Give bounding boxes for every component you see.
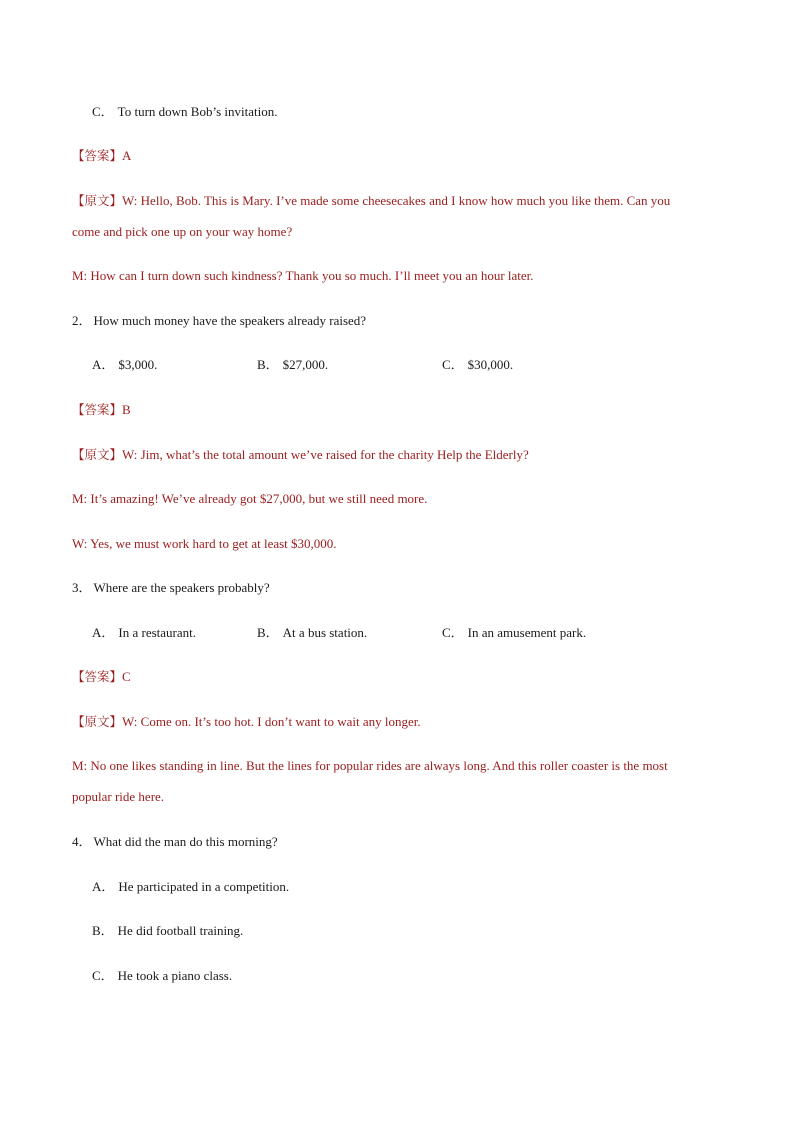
q1-transcript-line3: M: How can I turn down such kindness? Thank you so much. I’ll meet you an hour later. — [72, 268, 534, 283]
question-number: 2． — [72, 313, 92, 328]
option-text: He participated in a competition. — [118, 879, 290, 894]
answer-tag: 【答案】 — [72, 148, 123, 163]
option-letter: C． — [92, 968, 114, 983]
question-number: 4． — [72, 834, 92, 849]
q1-answer — [72, 147, 131, 165]
q2-question — [72, 312, 366, 330]
answer-value: A — [122, 148, 132, 163]
q2-transcript-line2: M: It’s amazing! We’ve already got $27,000, but we still need more. — [72, 491, 428, 506]
transcript-text: W: Come on. It’s too hot. I don’t want to wait any longer. — [122, 714, 421, 729]
option-letter: C． — [442, 625, 464, 640]
q2-option-b — [257, 356, 328, 374]
question-text: Where are the speakers probably? — [93, 580, 270, 595]
transcript-tag: 【原文】 — [72, 447, 123, 462]
q1-option-c — [92, 103, 277, 121]
answer-tag: 【答案】 — [72, 402, 123, 417]
q3-question — [72, 579, 270, 597]
option-letter: B． — [257, 625, 279, 640]
q1-transcript-line2: come and pick one up on your way home? — [72, 224, 293, 239]
q4-option-b — [92, 922, 243, 940]
q3-option-b — [257, 624, 367, 642]
transcript-tag: 【原文】 — [72, 193, 123, 208]
q4-question — [72, 833, 278, 851]
q2-option-c — [442, 356, 513, 374]
option-letter: B． — [92, 923, 114, 938]
option-text: $3,000. — [118, 357, 158, 372]
option-text: In an amusement park. — [467, 625, 587, 640]
option-text: To turn down Bob’s invitation. — [117, 104, 278, 119]
option-letter: C． — [92, 104, 114, 119]
answer-tag: 【答案】 — [72, 669, 123, 684]
q4-option-c — [92, 967, 232, 985]
q3-transcript-line2: M: No one likes standing in line. But the lines for popular rides are always long. And this roller coaster is the most — [72, 758, 668, 773]
q4-option-a — [92, 878, 289, 896]
q3-transcript-line1 — [72, 713, 421, 731]
q3-option-a — [92, 624, 196, 642]
q3-answer — [72, 668, 131, 686]
option-letter: A． — [92, 625, 115, 640]
option-text: He did football training. — [117, 923, 244, 938]
q2-transcript-line1 — [72, 446, 529, 464]
option-letter: A． — [92, 357, 115, 372]
option-text: $30,000. — [467, 357, 514, 372]
q3-option-c — [442, 624, 586, 642]
option-text: $27,000. — [282, 357, 329, 372]
option-text: He took a piano class. — [117, 968, 233, 983]
option-letter: C． — [442, 357, 464, 372]
question-text: How much money have the speakers already raised? — [93, 313, 367, 328]
transcript-text: W: Jim, what’s the total amount we’ve raised for the charity Help the Elderly? — [122, 447, 529, 462]
option-letter: A． — [92, 879, 115, 894]
transcript-text: W: Hello, Bob. This is Mary. I’ve made some cheesecakes and I know how much you like them. Can you — [122, 193, 671, 208]
q2-answer — [72, 401, 131, 419]
question-number: 3． — [72, 580, 92, 595]
option-text: In a restaurant. — [118, 625, 196, 640]
q2-option-a — [92, 356, 157, 374]
q3-transcript-line3: popular ride here. — [72, 789, 165, 804]
q1-transcript-line1 — [72, 192, 670, 210]
option-text: At a bus station. — [282, 625, 368, 640]
option-letter: B． — [257, 357, 279, 372]
answer-value: B — [122, 402, 131, 417]
answer-value: C — [122, 669, 131, 684]
q2-transcript-line3: W: Yes, we must work hard to get at least $30,000. — [72, 536, 337, 551]
question-text: What did the man do this morning? — [93, 834, 278, 849]
transcript-tag: 【原文】 — [72, 714, 123, 729]
